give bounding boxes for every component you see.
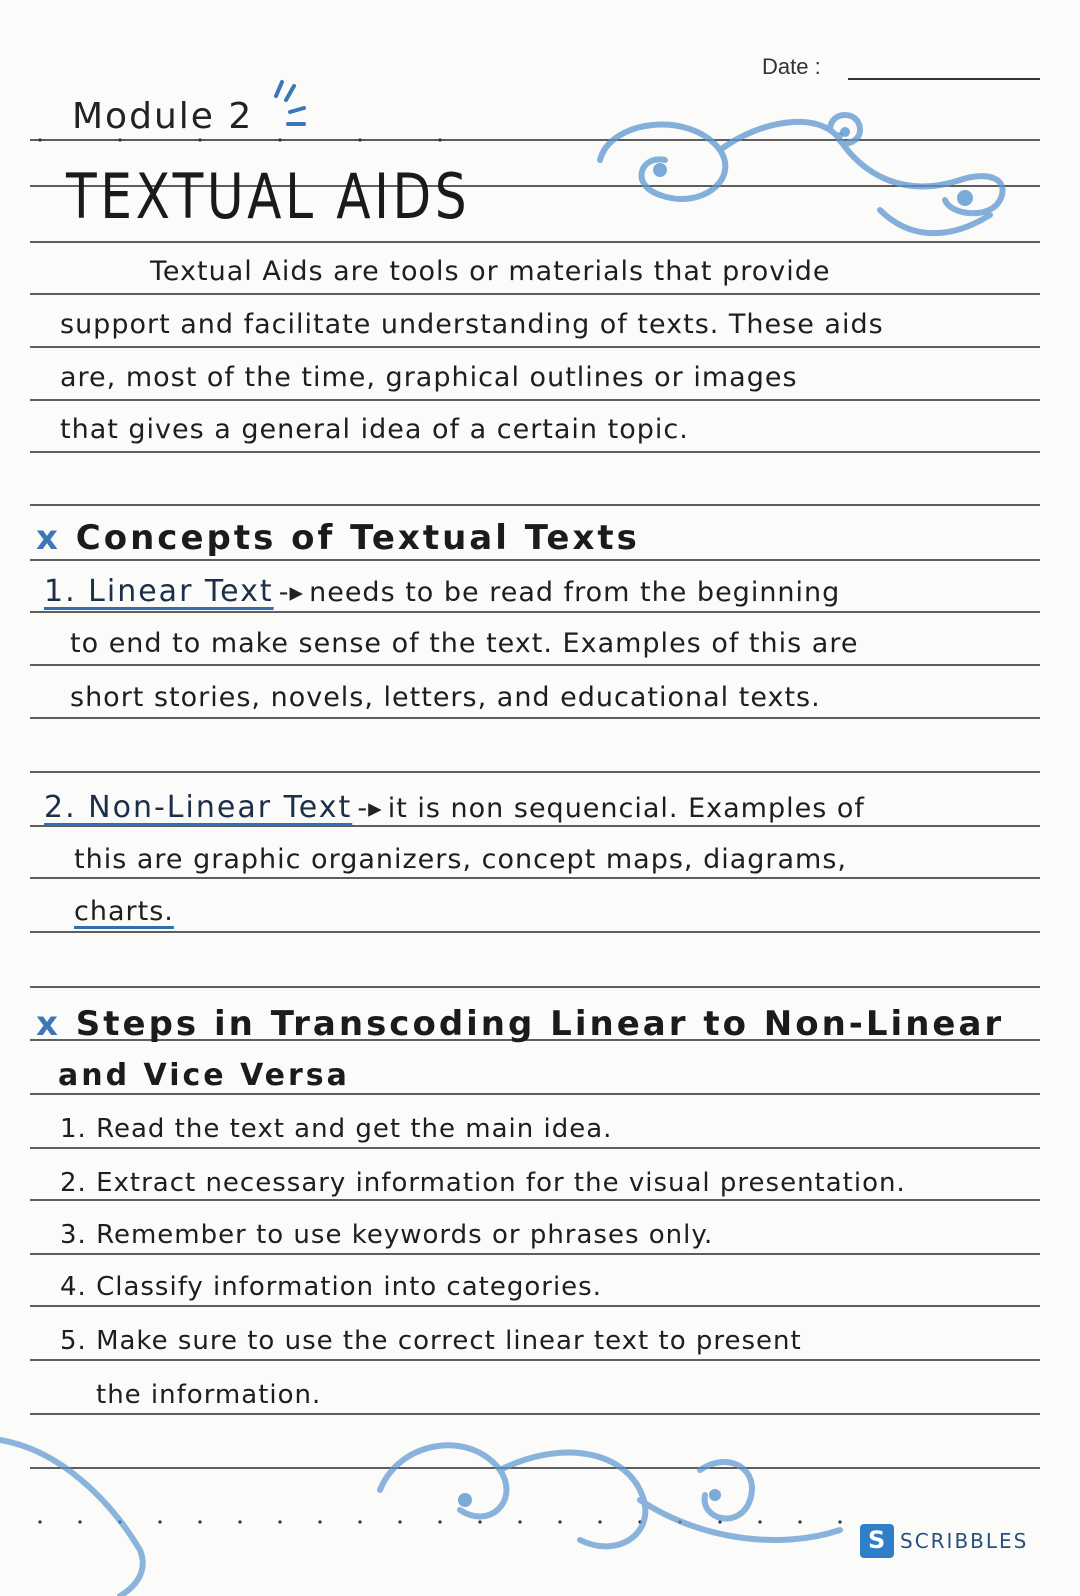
- intro-line-2: support and facilitate understanding of texts. These aids: [60, 309, 884, 340]
- concepts-heading-text: Concepts of Textual Texts: [75, 518, 640, 558]
- step-item-1: 1. Read the text and get the main idea.: [60, 1114, 613, 1144]
- linear-text-arrow: -▸: [278, 577, 304, 608]
- intro-line-3: are, most of the time, graphical outlines or images: [60, 362, 798, 393]
- step-item-2: 2. Extract necessary information for the visual presentation.: [60, 1168, 906, 1198]
- steps-heading-line-2: and Vice Versa: [58, 1058, 350, 1093]
- steps-marker: x: [36, 1004, 61, 1044]
- linear-text-label: 1. Linear Text: [44, 574, 274, 609]
- non-linear-text-line-2: this are graphic organizers, concept maps, diagrams,: [74, 844, 847, 875]
- linear-text-line-1: needs to be read from the beginning: [309, 577, 841, 608]
- non-linear-text-arrow: -▸: [357, 793, 383, 824]
- scribbles-logo-icon: [860, 1524, 894, 1558]
- concept-item-2: [44, 790, 865, 825]
- intro-line-1: Textual Aids are tools or materials that provide: [150, 256, 831, 287]
- page-title: TEXTUAL AIDS: [66, 160, 471, 233]
- date-label: Date :: [762, 54, 821, 79]
- steps-heading: [36, 1004, 1004, 1044]
- concepts-heading: [36, 518, 640, 558]
- intro-line-4: that gives a general idea of a certain topic.: [60, 414, 689, 445]
- step-item-3: 3. Remember to use keywords or phrases only.: [60, 1220, 714, 1250]
- concept-item-1: [44, 574, 840, 609]
- step-item-5: 5. Make sure to use the correct linear text to present: [60, 1326, 802, 1356]
- linear-text-line-2: to end to make sense of the text. Examples of this are: [70, 628, 859, 659]
- concepts-marker: x: [36, 518, 61, 558]
- steps-heading-line-1: Steps in Transcoding Linear to Non-Linear: [75, 1004, 1005, 1044]
- date-line: [848, 78, 1040, 80]
- brand-mark: [860, 1524, 1028, 1558]
- non-linear-text-line-1: it is non sequencial. Examples of: [387, 793, 865, 824]
- step-item-5-continued: the information.: [96, 1380, 322, 1410]
- step-item-4: 4. Classify information into categories.: [60, 1272, 602, 1302]
- decorative-swirl-bottom: [0, 1440, 840, 1596]
- linear-text-line-3: short stories, novels, letters, and educational texts.: [70, 682, 821, 713]
- brand-name: SCRIBBLES: [900, 1529, 1029, 1553]
- non-linear-text-label: 2. Non-Linear Text: [44, 790, 353, 825]
- decorative-quote-marks: [276, 82, 304, 124]
- non-linear-text-line-3: charts.: [74, 896, 174, 927]
- module-label: Module 2: [72, 96, 254, 137]
